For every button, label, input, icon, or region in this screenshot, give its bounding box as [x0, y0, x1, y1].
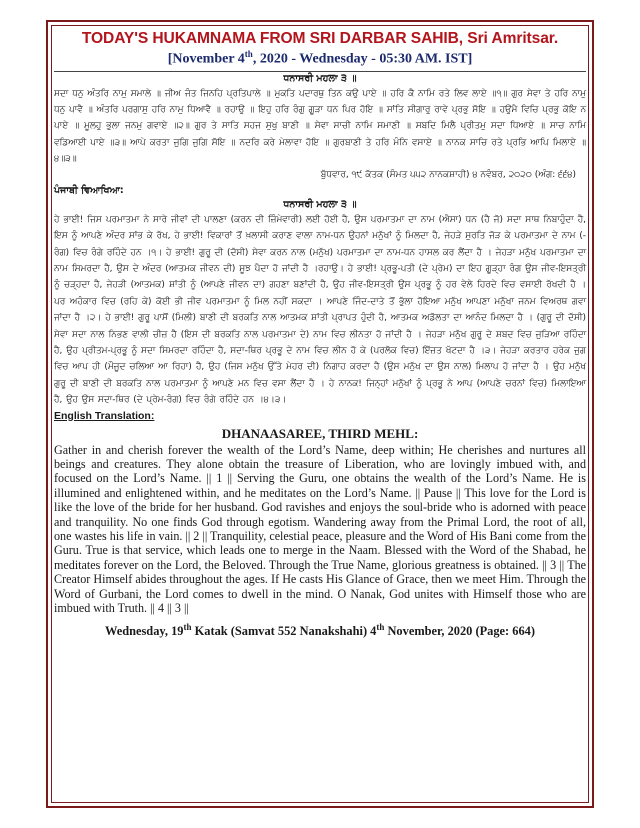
- english-heading: DHANAASAREE, THIRD MEHL:: [221, 425, 419, 441]
- punjabi-date-line: ਬੁੱਧਵਾਰ, ੧੯ ਕੱਤਕ (ਸੰਮਤ ੫੫੨ ਨਾਨਕਸ਼ਾਹੀ) ੪ ਨਵੰਬਰ, ੨੦੨੦ (ਅੰਗ: ੬੬੪): [320, 169, 576, 180]
- footer-ordinal-2: th: [376, 622, 385, 633]
- punjabi-heading: ਧਨਾਸਰੀ ਮਹਲਾ ੩ ॥: [283, 198, 357, 210]
- footer-ordinal-1: th: [183, 622, 192, 633]
- english-translation-label: English Translation:: [54, 409, 155, 422]
- gurbani-heading: ਧਨਾਸਰੀ ਮਹਲਾ ੩ ॥: [283, 72, 357, 84]
- date-subtitle: [54, 49, 586, 68]
- footer-part-3: November, 2020 (Page: 664): [384, 624, 535, 639]
- punjabi-explanation-text: ਹੇ ਭਾਈ! ਜਿਸ ਪਰਮਾਤਮਾ ਨੇ ਸਾਰੇ ਜੀਵਾਂ ਦੀ ਪਾਲਣਾ (ਕਰਨ ਦੀ ਜ਼ਿੰਮੇਵਾਰੀ) ਲਈ ਹੋਈ ਹੈ, ਉਸ ਪਰਮਾਤਮਾ ਦਾ ਨਾਮ (ਐਸਾ) ਧਨ (ਹੈ ਜੋ) ਸਦਾ ਸਾਥ ਨਿਬਾਹੁੰਦਾ ਹੈ, ਇਸ ਨੂੰ ਆਪਣੇ ਅੰਦਰ ਸਾਂਭ ਕੇ ਰੱਖ, ਹੇ ਭਾਈ! ਵਿਕਾਰਾਂ ਤੋਂ ਖ਼ਲਾਸੀ ਕਰਾਣ ਵਾਲਾ ਨਾਮ-ਧਨ ਉਹਨਾਂ ਮਨੁੱਖਾਂ ਨੂੰ ਮਿਲਦਾ ਹੈ, ਜੇਹੜੇ ਸੁਰਤਿ ਜੋੜ ਕੇ ਪਰਮਾਤਮਾ ਦੇ ਨਾਮ (-ਰੰਗ) ਵਿਚ ਰੰਗੇ ਰਹਿੰਦੇ ਹਨ ।੧। ਹੇ ਭਾਈ! ਗੁਰੂ ਦੀ (ਦੱਸੀ) ਸੇਵਾ ਕਰਨ ਨਾਲ (ਮਨੁੱਖ) ਪਰਮਾਤਮਾ ਦਾ ਨਾਮ-ਧਨ ਹਾਸਲ ਕਰ ਲੈਂਦਾ ਹੈ । ਜੇਹੜਾ ਮਨੁੱਖ ਪਰਮਾਤਮਾ ਦਾ ਨਾਮ ਸਿਮਰਦਾ ਹੈ, ਉਸ ਦੇ ਅੰਦਰ (ਆਤਮਕ ਜੀਵਨ ਦੀ) ਸੂਝ ਪੈਦਾ ਹੋ ਜਾਂਦੀ ਹੈ ।ਰਹਾਉ। ਹੇ ਭਾਈ! ਪ੍ਰਭੂ-ਪਤੀ (ਦੇ ਪ੍ਰੇਮ) ਦਾ ਇਹ ਗੂੜ੍ਹਾ ਰੰਗ ਉਸ ਜੀਵ-ਇਸਤ੍ਰੀ ਨੂੰ ਚੜ੍ਹਦਾ ਹੈ, ਜੇਹੜੀ (ਆਤਮਕ) ਸ਼ਾਂਤੀ ਨੂੰ (ਆਪਣੇ ਜੀਵਨ ਦਾ) ਗਹਣਾ ਬਣਾਂਦੀ ਹੈ, ਉਹ ਜੀਵ-ਇਸਤ੍ਰੀ ਉਸ ਪ੍ਰਭੂ ਨੂੰ ਹਰ ਵੇਲੇ ਹਿਰਦੇ ਵਿਚ ਵਸਾਈ ਰੱਖਦੀ ਹੈ । ਪਰ ਅਹੰਕਾਰ ਵਿਚ (ਰਹਿ ਕੇ) ਕੋਈ ਭੀ ਜੀਵ ਪਰਮਾਤਮਾ ਨੂੰ ਮਿਲ ਨਹੀਂ ਸਕਦਾ । ਆਪਣੇ ਜਿੰਦ-ਦਾਤੇ ਤੋਂ ਭੁੱਲਾ ਹੋਇਆ ਮਨੁੱਖ ਆਪਣਾ ਮਨੁੱਖਾ ਜਨਮ ਵਿਅਰਥ ਗਵਾ ਜਾਂਦਾ ਹੈ ।੨। ਹੇ ਭਾਈ! ਗੁਰੂ ਪਾਸੋਂ (ਮਿਲੀ) ਬਾਣੀ ਦੀ ਬਰਕਤਿ ਨਾਲ ਆਤਮਕ ਸ਼ਾਂਤੀ ਪ੍ਰਾਪਤ ਹੁੰਦੀ ਹੈ, ਆਤਮਕ ਅਡੋਲਤਾ ਦਾ ਆਨੰਦ ਮਿਲਦਾ ਹੈ । (ਗੁਰੂ ਦੀ ਦੱਸੀ) ਸੇਵਾ ਸਦਾ ਨਾਲ ਨਿਭਣ ਵਾਲੀ ਚੀਜ਼ ਹੈ (ਇਸ ਦੀ ਬਰਕਤਿ ਨਾਲ ਪਰਮਾਤਮਾ ਦੇ) ਨਾਮ ਵਿਚ ਲੀਨਤਾ ਹੋ ਜਾਂਦੀ ਹੈ । ਜੇਹੜਾ ਮਨੁੱਖ ਗੁਰੂ ਦੇ ਸ਼ਬਦ ਵਿਚ ਜੁੜਿਆ ਰਹਿੰਦਾ ਹੈ, ਉਹ ਪ੍ਰੀਤਮ-ਪ੍ਰਭੂ ਨੂੰ ਸਦਾ ਸਿਮਰਦਾ ਰਹਿੰਦਾ ਹੈ, ਸਦਾ-ਥਿਰ ਪ੍ਰਭੂ ਦੇ ਨਾਮ ਵਿਚ ਲੀਨ ਹੋ ਕੇ (ਪਰਲੋਕ ਵਿਚ) ਇੱਜ਼ਤ ਖੱਟਦਾ ਹੈ ।੩। ਜੇਹੜਾ ਕਰਤਾਰ ਹਰੇਕ ਜੁਗ ਵਿਚ ਆਪ ਹੀ (ਮੌਜੂਦ ਚਲਿਆ ਆ ਰਿਹਾ) ਹੈ, ਉਹ (ਜਿਸ ਮਨੁੱਖ ਉੱਤੇ ਮੇਹਰ ਦੀ) ਨਿਗਾਹ ਕਰਦਾ ਹੈ (ਉਸ ਮਨੁੱਖ ਦਾ ਉਸ ਨਾਲ) ਮਿਲਾਪ ਹੋ ਜਾਂਦਾ ਹੈ । ਉਹ ਮਨੁੱਖ ਗੁਰੂ ਦੀ ਬਾਣੀ ਦੀ ਬਰਕਤਿ ਨਾਲ ਪਰਮਾਤਮਾ ਨੂੰ ਆਪਣੇ ਮਨ ਵਿਚ ਵਸਾ ਲੈਂਦਾ ਹੈ । ਹੇ ਨਾਨਕ! ਜਿਨ੍ਹਾਂ ਮਨੁੱਖਾਂ ਨੂੰ ਪ੍ਰਭੂ ਨੇ ਆਪ (ਆਪਣੇ ਚਰਨਾਂ ਵਿਚ) ਮਿਲਾਇਆ ਹੈ, ਉਹ ਉਸ ਸਦਾ-ਥਿਰ (ਦੇ ਪ੍ਰੇਮ-ਰੰਗ) ਵਿਚ ਰੰਗੇ ਰਹਿੰਦੇ ਹਨ ।੪।੩।: [54, 214, 586, 406]
- hukamnama-document: [54, 24, 586, 640]
- subtitle-rest: , 2020 - Wednesday - 05:30 AM. IST]: [252, 51, 473, 67]
- footer-part-1: Wednesday, 19: [105, 624, 184, 639]
- subtitle-ordinal: th: [244, 49, 253, 59]
- footer-part-2: Katak (Samvat 552 Nanakshahi) 4: [191, 624, 377, 639]
- page-title: TODAY'S HUKAMNAMA FROM SRI DARBAR SAHIB, Sri Amritsar.: [81, 30, 559, 47]
- english-translation-text: Gather in and cherish forever the wealth of the Lord’s Name, deep within; He cherishes and nurtures all beings and creatures. They alone obtain the treasure of Liberation, who are lovingly imbued with, and focused on the Lord’s Name. || 1 || Serving the Guru, one obtains the wealth of the Lord’s Name. He is illumined and enlightened within, and he meditates on the Lord’s Name. || Pause || This love for the Lord is like the love of the bride for her husband. God ravishes and enjoys the soul-bride who is adorned with peace and tranquility. No one finds God through egotism. Wandering away from the Primal Lord, the root of all, one wastes his life in vain. || 2 || Tranquility, celestial peace, pleasure and the Word of His Bani come from the Guru. True is that service, which leads one to merge in the Naam. Blessed with the Word of the Shabad, he meditates forever on the Lord, the Beloved. Through the True Name, glorious greatness is obtained. || 3 || The Creator Himself abides throughout the ages. If He casts His Glance of Grace, then we meet Him. Through the Word of Gurbani, the Lord comes to dwell in the mind. O Nanak, God unites with Himself those who are imbued with Truth. || 4 || 3 ||: [54, 442, 586, 616]
- punjabi-explanation-label: ਪੰਜਾਬੀ ਵਿਆਖਿਆ:: [54, 184, 124, 196]
- gurbani-text: ਸਦਾ ਧਨੁ ਅੰਤਰਿ ਨਾਮੁ ਸਮਾਲੇ ॥ ਜੀਅ ਜੰਤ ਜਿਨਹਿ ਪ੍ਰਤਿਪਾਲੇ ॥ ਮੁਕਤਿ ਪਦਾਰਥੁ ਤਿਨ ਕਉ ਪਾਏ ॥ ਹਰਿ ਕੈ ਨਾਮਿ ਰਤੇ ਲਿਵ ਲਾਏ ॥੧॥ ਗੁਰ ਸੇਵਾ ਤੇ ਹਰਿ ਨਾਮੁ ਧਨੁ ਪਾਵੈ ॥ ਅੰਤਰਿ ਪਰਗਾਸੁ ਹਰਿ ਨਾਮੁ ਧਿਆਵੈ ॥ ਰਹਾਉ ॥ ਇਹੁ ਹਰਿ ਰੰਗੁ ਗੂੜਾ ਧਨ ਪਿਰ ਹੋਇ ॥ ਸਾਂਤਿ ਸੀਗਾਰੁ ਰਾਵੇ ਪ੍ਰਭੁ ਸੋਇ ॥ ਹਉਮੈ ਵਿਚਿ ਪ੍ਰਭੁ ਕੋਇ ਨ ਪਾਏ ॥ ਮੂਲਹੁ ਭੁਲਾ ਜਨਮੁ ਗਵਾਏ ॥੨॥ ਗੁਰ ਤੇ ਸਾਤਿ ਸਹਜ ਸੁਖੁ ਬਾਣੀ ॥ ਸੇਵਾ ਸਾਚੀ ਨਾਮਿ ਸਮਾਣੀ ॥ ਸਬਦਿ ਮਿਲੈ ਪ੍ਰੀਤਮੁ ਸਦਾ ਧਿਆਏ ॥ ਸਾਚ ਨਾਮਿ ਵਡਿਆਈ ਪਾਏ ॥੩॥ ਆਪੇ ਕਰਤਾ ਜੁਗਿ ਜੁਗਿ ਸੋਇ ॥ ਨਦਰਿ ਕਰੇ ਮੇਲਾਵਾ ਹੋਇ ॥ ਗੁਰਬਾਣੀ ਤੇ ਹਰਿ ਮੰਨਿ ਵਸਾਏ ॥ ਨਾਨਕ ਸਾਚਿ ਰਤੇ ਪ੍ਰਭਿ ਆਪਿ ਮਿਲਾਏ ॥੪॥੩॥: [54, 88, 586, 165]
- footer-date: [54, 622, 586, 639]
- subtitle-date: [November 4: [167, 51, 245, 67]
